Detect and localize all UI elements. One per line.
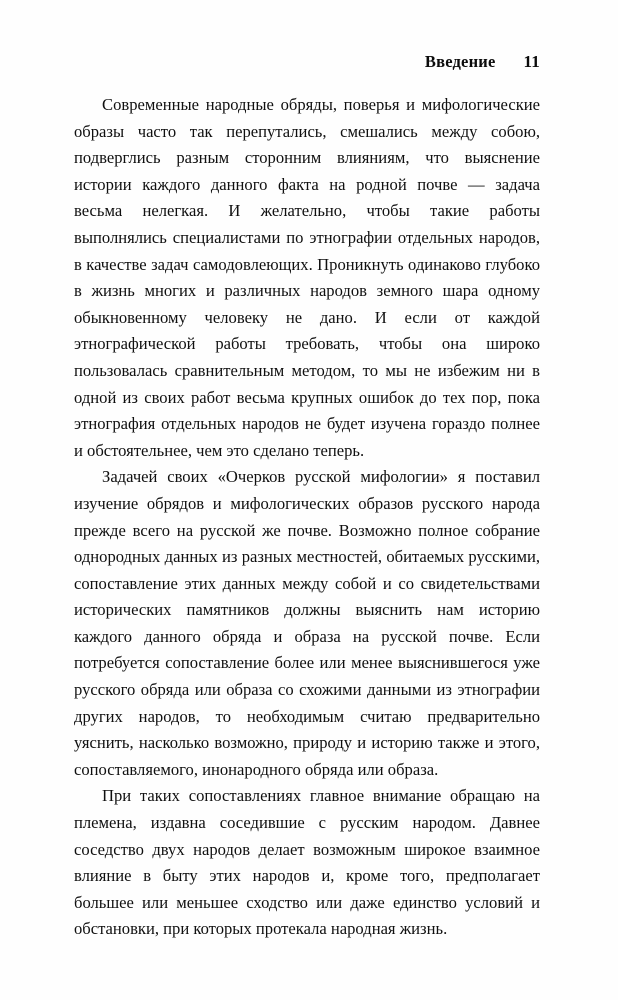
body-text xyxy=(74,92,540,943)
paragraph: Современные народные обряды, поверья и мифологические образы часто так перепутались, смешались между собою, подверглись разным сторонним влияниям, что выяснение истории каждого данного факта на родной почве — задача весьма нелегкая. И желательно, чтобы такие работы выполнялись специалистами по этнографии отдельных народов, в качестве задач самодовлеющих. Проникнуть одинаково глубоко в жизнь многих и различных народов земного шара одному обыкновенному человеку не дано. И если от каждой этнографической работы требовать, чтобы она широко пользовалась сравнительным методом, то мы не избежим ни в одной из своих работ весьма крупных ошибок до тех пор, пока этнография отдельных народов не будет изучена гораздо полнее и обстоятельнее, чем это сделано теперь. xyxy=(74,95,540,460)
page-header xyxy=(74,52,540,72)
paragraph: При таких сопоставлениях главное внимание обращаю на племена, издавна соседившие с русским народом. Давнее соседство двух народов делает возможным широкое взаимное влияние в быту этих народов и, кроме того, предполагает большее или меньшее сходство или даже единство условий и обстановки, при которых протекала народная жизнь. xyxy=(74,786,540,939)
chapter-title: Введение xyxy=(424,52,496,71)
page-number: 11 xyxy=(523,52,540,71)
paragraph: Задачей своих «Очерков русской мифологии» я поставил изучение обрядов и мифологических образов русского народа прежде всего на русской же почве. Возможно полное собрание однородных данных из разных местностей, обитаемых русскими, сопоставление этих данных между собой и со свидетельствами исторических памятников должны выяснить нам историю каждого данного обряда и образа на русской почве. Если потребуется сопоставление более или менее выяснившегося уже русского обряда или образа со схожими данными из этнографии других народов, то необходимым считаю предварительно уяснить, насколько возможно, природу и историю также и этого, сопоставляемого, инонародного обряда или образа. xyxy=(74,467,540,779)
